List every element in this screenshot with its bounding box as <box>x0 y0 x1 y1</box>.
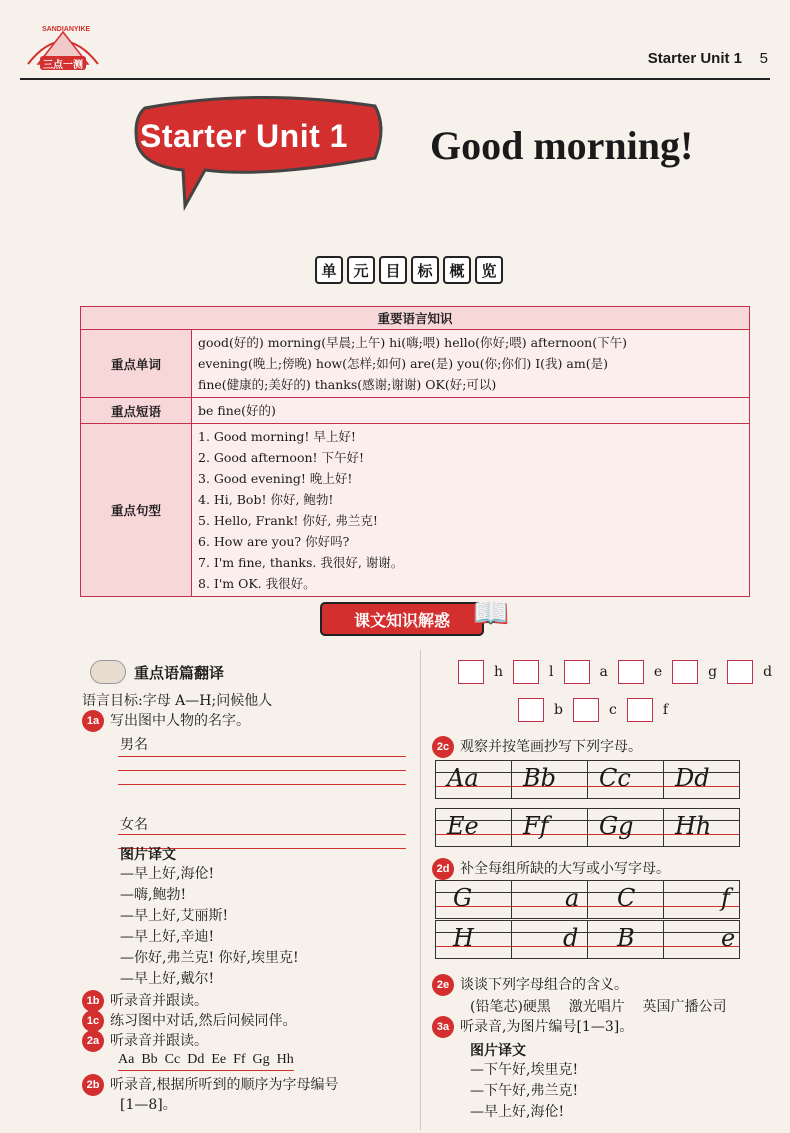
letter: h <box>494 664 504 680</box>
sentence-line: 6. How are you? 你好吗? <box>198 534 350 549</box>
sentence-line: 7. I'm fine, thanks. 我很好, 谢谢。 <box>198 555 404 570</box>
words-line: good(好的) morning(早晨;上午) hi(嗨;喂) hello(你好;喂) afternoon(下午) <box>198 335 627 350</box>
page-number: 5 <box>759 50 768 67</box>
picture-translation <box>470 1060 578 1123</box>
exercise-text: 听录音并跟读。 <box>110 993 208 1009</box>
speech-bubble-icon <box>90 660 126 684</box>
exercise-3a <box>432 1016 633 1038</box>
answer-box[interactable] <box>513 660 539 684</box>
sentence-line: 1. Good morning! 早上好! <box>198 429 356 444</box>
sentence-line: 8. I'm OK. 我很好。 <box>198 576 316 591</box>
category-sentences: 重点句型 <box>81 424 192 597</box>
letter: l <box>549 664 554 680</box>
exercise-badge: 2b <box>82 1074 104 1096</box>
fill-letters-row-1 <box>435 880 740 918</box>
dialogue-line: —下午好,弗兰克! <box>470 1083 579 1099</box>
alphabet-letters: Aa Bb Cc Dd Ee Ff Gg Hh <box>118 1052 294 1071</box>
dialogue-line: —下午好,埃里克! <box>470 1062 579 1078</box>
dialogue-line: —嗨,鲍勃! <box>120 887 187 903</box>
cursive-letter: a <box>565 884 580 912</box>
words-line: evening(晚上;傍晚) how(怎样;如何) are(是) you(你;你们) I(我) am(是) <box>198 356 608 371</box>
dialogue-line: —你好,弗兰克! 你好,埃里克! <box>120 950 299 966</box>
sentence-line: 2. Good afternoon! 下午好! <box>198 450 365 465</box>
phrases-cell <box>192 398 750 424</box>
answer-box[interactable] <box>618 660 644 684</box>
answer-box[interactable] <box>573 698 599 722</box>
cursive-letter: Ff <box>523 812 549 840</box>
cursive-letter: Bb <box>523 764 556 792</box>
answer-line[interactable] <box>118 834 406 835</box>
exercise-text: 写出图中人物的名字。 <box>110 713 250 729</box>
sentence-line: 5. Hello, Frank! 你好, 弗兰克! <box>198 513 378 528</box>
picture-translation-title: 图片译文 <box>120 847 176 863</box>
exercise-1b <box>82 990 208 1012</box>
cursive-letter: e <box>721 924 736 952</box>
exercise-text: 听录音并跟读。 <box>110 1033 208 1049</box>
overview-char: 标 <box>411 256 439 284</box>
exercise-badge: 2e <box>432 974 454 996</box>
exercise-range: [1—8]。 <box>120 1097 177 1113</box>
letter: a <box>599 664 608 680</box>
exercise-badge: 2c <box>432 736 454 758</box>
answer-box[interactable] <box>727 660 753 684</box>
unit-title: Starter Unit 1 <box>140 118 348 154</box>
category-phrases: 重点短语 <box>81 398 192 424</box>
exercise-badge: 2d <box>432 858 454 880</box>
cursive-letter: G <box>453 884 473 912</box>
column-divider <box>420 650 421 1130</box>
words-line: fine(健康的;美好的) thanks(感谢;谢谢) OK(好;可以) <box>198 377 497 392</box>
answer-line[interactable] <box>118 784 406 785</box>
exercise-2e <box>432 974 628 996</box>
category-words: 重点单词 <box>81 330 192 398</box>
answer-box[interactable] <box>458 660 484 684</box>
subheading <box>90 660 224 684</box>
book-icon: 📖 <box>472 596 510 631</box>
exercise-text: 谈谈下列字母组合的含义。 <box>460 977 628 993</box>
language-goal: 语言目标:字母 A—H;问候他人 <box>82 693 273 709</box>
dialogue-line: —早上好,海伦! <box>470 1104 565 1120</box>
exercise-badge: 1b <box>82 990 104 1012</box>
letter: f <box>662 702 668 718</box>
cursive-letter: d <box>563 924 579 952</box>
letter: e <box>653 664 663 680</box>
exercise-2b <box>82 1074 338 1096</box>
letter-order-row-2 <box>518 698 668 722</box>
sentence-line: 4. Hi, Bob! 你好, 鲍勃! <box>198 492 334 507</box>
handwriting-row-2 <box>435 808 740 846</box>
cursive-letter: Gg <box>599 812 634 840</box>
letter: b <box>554 702 563 718</box>
fill-letters-row-2 <box>435 920 740 958</box>
logo-text: 三点一测 <box>43 60 83 71</box>
exercise-1c <box>82 1010 296 1032</box>
letter: c <box>608 702 617 718</box>
answer-box[interactable] <box>518 698 544 722</box>
overview-char: 览 <box>475 256 503 284</box>
cursive-letter: Cc <box>599 764 631 792</box>
overview-char: 单 <box>315 256 343 284</box>
handwriting-row-1 <box>435 760 740 798</box>
subheading-text: 重点语篇翻译 <box>134 663 225 682</box>
exercise-text: 补全每组所缺的大写或小写字母。 <box>460 861 670 877</box>
unit-overview-heading <box>315 256 503 284</box>
cursive-letter: Ee <box>447 812 479 840</box>
exercise-2c <box>432 736 642 758</box>
section-heading: 课文知识解惑 <box>320 602 484 636</box>
exercise-text: 听录音,为图片编号[1—3]。 <box>460 1019 634 1035</box>
cursive-letter: B <box>617 924 635 952</box>
female-name-label: 女名 <box>120 817 148 833</box>
lesson-headline: Good morning! <box>430 123 694 168</box>
letter: g <box>708 664 718 680</box>
answer-box[interactable] <box>564 660 590 684</box>
answer-box[interactable] <box>627 698 653 722</box>
cursive-letter: H <box>453 924 474 952</box>
dialogue-line: —早上好,海伦! <box>120 866 215 882</box>
picture-translation-title: 图片译文 <box>470 1043 526 1059</box>
letter: d <box>763 664 773 680</box>
letter-combo-meanings: (铅笔芯)硬黑 激光唱片 英国广播公司 <box>470 999 727 1015</box>
letter-order-row-1 <box>458 660 772 684</box>
sentences-cell <box>192 424 750 597</box>
exercise-badge: 1a <box>82 710 104 732</box>
key-knowledge-table <box>80 306 750 597</box>
sentence-line: 3. Good evening! 晚上好! <box>198 471 353 486</box>
picture-translation <box>120 864 299 990</box>
answer-line[interactable] <box>118 770 406 771</box>
publisher-logo <box>18 24 108 74</box>
answer-box[interactable] <box>672 660 698 684</box>
phrase-line: be fine(好的) <box>198 403 276 418</box>
dialogue-line: —早上好,戴尔! <box>120 971 215 987</box>
cursive-letter: f <box>721 884 730 912</box>
exercise-text: 练习图中对话,然后问候同伴。 <box>110 1013 297 1029</box>
cursive-letter: Dd <box>675 764 710 792</box>
overview-char: 元 <box>347 256 375 284</box>
words-cell <box>192 330 750 398</box>
exercise-text: 观察并按笔画抄写下列字母。 <box>460 739 642 755</box>
logo-arc-text: SANDIANYIKE <box>42 26 91 33</box>
exercise-badge: 3a <box>432 1016 454 1038</box>
running-title: Starter Unit 1 <box>647 50 742 67</box>
exercise-1a <box>82 710 250 732</box>
overview-char: 概 <box>443 256 471 284</box>
exercise-2d <box>432 858 670 880</box>
cursive-letter: Aa <box>447 764 479 792</box>
cursive-letter: C <box>617 884 636 912</box>
exercise-text: 听录音,根据所听到的顺序为字母编号 <box>110 1077 339 1093</box>
dialogue-line: —早上好,艾丽斯! <box>120 908 229 924</box>
table-heading: 重要语言知识 <box>81 307 750 330</box>
male-name-label: 男名 <box>120 737 148 753</box>
exercise-badge: 1c <box>82 1010 104 1032</box>
exercise-badge: 2a <box>82 1030 104 1052</box>
overview-char: 目 <box>379 256 407 284</box>
exercise-2a <box>82 1030 208 1052</box>
answer-line[interactable] <box>118 756 406 757</box>
dialogue-line: —早上好,辛迪! <box>120 929 215 945</box>
cursive-letter: Hh <box>675 812 712 840</box>
header-rule <box>20 78 770 80</box>
